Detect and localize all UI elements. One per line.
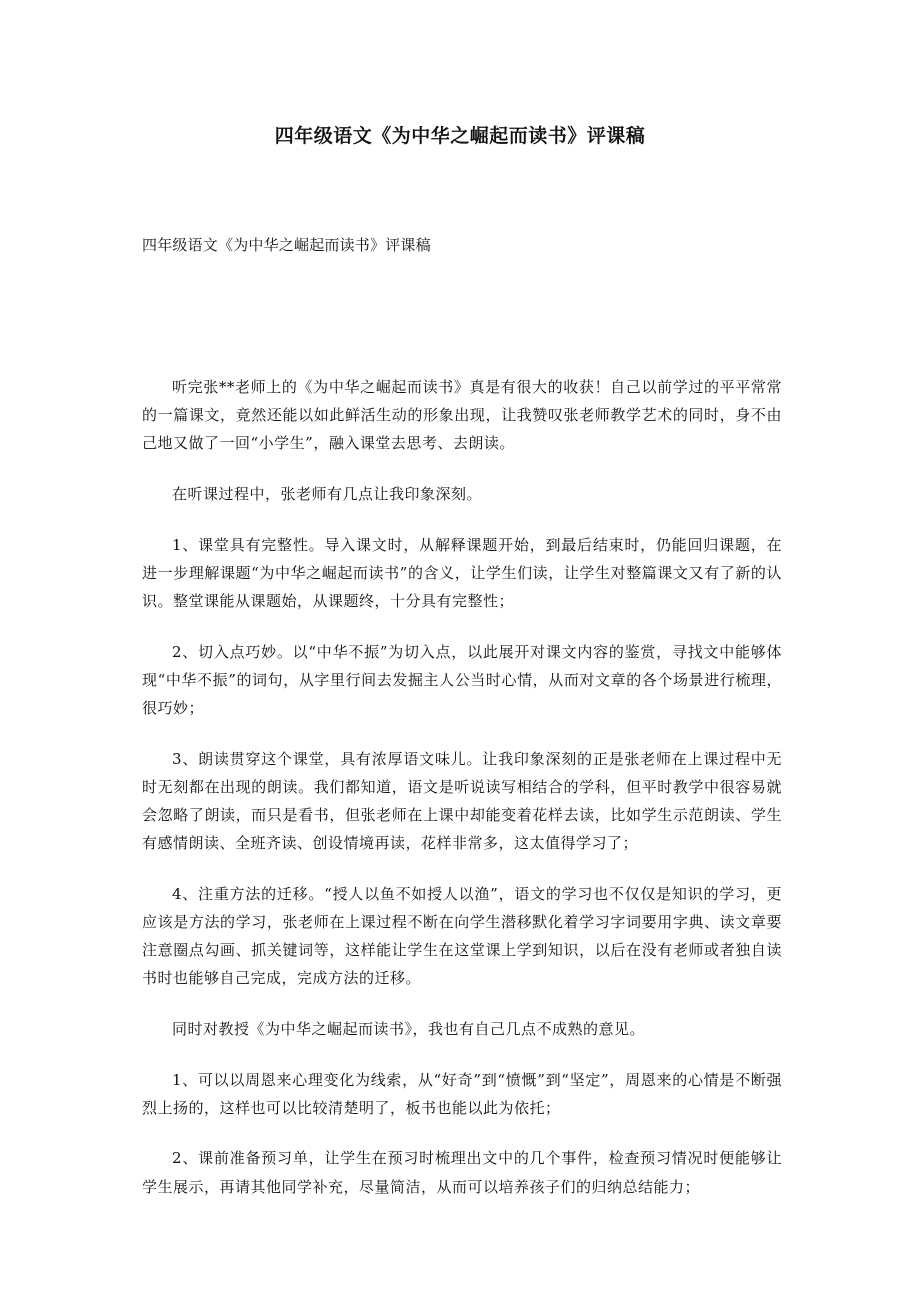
paragraph-point-3: 3、朗读贯穿这个课堂，具有浓厚语文味儿。让我印象深刻的正是张老师在上课过程中无时无刻都在出现的朗读。我们都知道，语文是听说读写相结合的学科，但平时教学中很容易就会忽略了朗读，而只是看书，但张老师在上课中却能变着花样去读，比如学生示范朗读、学生有感情朗读、全班齐读、创设情境再读，花样非常多，这太值得学习了； xyxy=(142,749,782,853)
paragraph-point-2: 2、切入点巧妙。以“中华不振”为切入点，以此展开对课文内容的鉴赏，寻找文中能够体现“中华不振”的词句，从字里行间去发掘主人公当时心情，从而对文章的各个场景进行梳理，很巧妙； xyxy=(142,642,782,717)
paragraph-intro: 听完张**老师上的《为中华之崛起而读书》真是有很大的收获！自己以前学过的平平常常的一篇课文，竟然还能以如此鲜活生动的形象出现，让我赞叹张老师教学艺术的同时，身不由己地又做了一回“小学生”，融入课堂去思考、去朗读。 xyxy=(142,378,782,453)
paragraph-suggestion-1: 1、可以以周恩来心理变化为线索，从“好奇”到“愤慨”到“坚定”，周恩来的心情是不断强烈上扬的，这样也可以比较清楚明了，板书也能以此为依托； xyxy=(142,1070,782,1117)
document-body xyxy=(142,373,782,1223)
paragraph-impressions-lead: 在听课过程中，张老师有几点让我印象深刻。 xyxy=(172,485,483,503)
document-subtitle: 四年级语文《为中华之崛起而读书》评课稿 xyxy=(142,236,431,254)
paragraph-suggestions-lead: 同时对教授《为中华之崛起而读书》，我也有自己几点不成熟的意见。 xyxy=(172,1020,646,1038)
paragraph-point-4: 4、注重方法的迁移。“授人以鱼不如授人以渔”，语文的学习也不仅仅是知识的学习，更应该是方法的学习，张老师在上课过程不断在向学生潜移默化着学习字词要用字典、读文章要注意圈点勾画、抓关键词等，这样能让学生在这堂课上学到知识，以后在没有老师或者独自读书时也能够自己完成，完成方法的迁移。 xyxy=(142,884,782,988)
paragraph-suggestion-2: 2、课前准备预习单，让学生在预习时梳理出文中的几个事件，检查预习情况时便能够让学生展示，再请其他同学补充，尽量简洁，从而可以培养孩子们的归纳总结能力； xyxy=(142,1149,782,1196)
paragraph-point-1: 1、课堂具有完整性。导入课文时，从解释课题开始，到最后结束时，仍能回归课题，在进一步理解课题“为中华之崛起而读书”的含义，让学生们读，让学生对整篇课文又有了新的认识。整堂课能从课题始，从课题终，十分具有完整性； xyxy=(142,535,782,610)
document-title: 四年级语文《为中华之崛起而读书》评课稿 xyxy=(274,125,646,147)
